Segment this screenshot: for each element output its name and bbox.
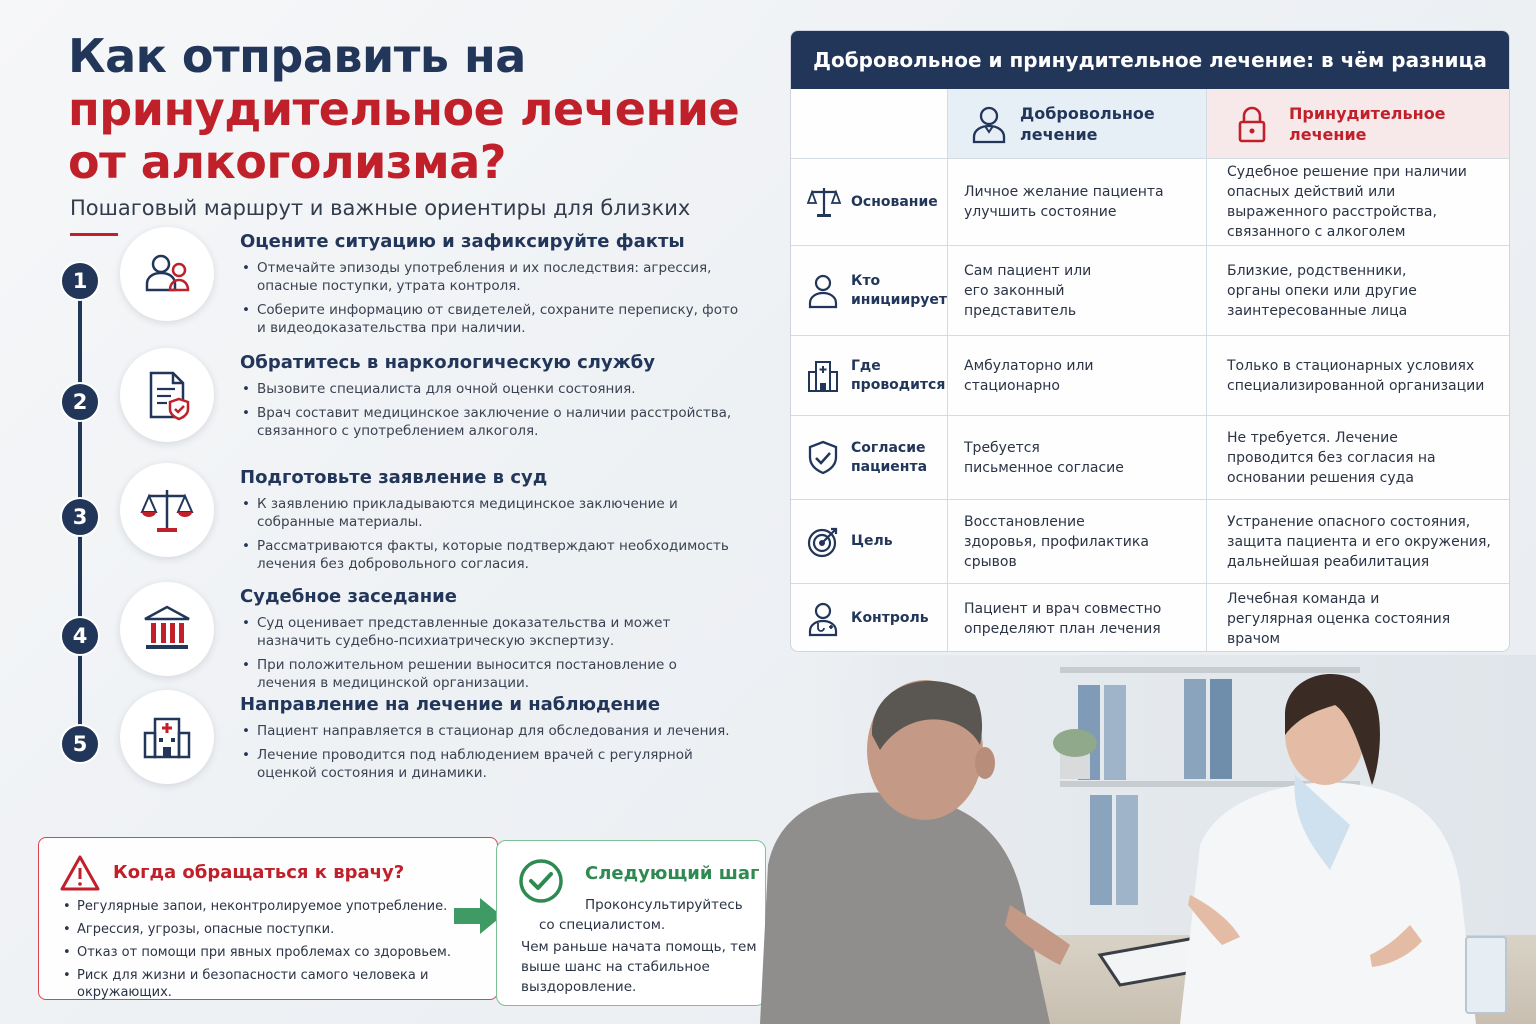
next-step-line-3: Чем раньше начата помощь, тем выше шанс на стабильное выздоровление.: [521, 939, 757, 995]
document-shield-icon: [120, 348, 214, 442]
forced-header-label: Принудительное лечение: [1289, 103, 1446, 144]
step-number: 4: [60, 616, 100, 656]
step-bullet: • К заявлению прикладываются медицинское заключение и собранные материалы.: [240, 495, 740, 531]
table-row: [791, 335, 1510, 415]
step-title: Обратитесь в наркологическую службу: [240, 352, 655, 373]
row-label: Кто инициирует: [851, 272, 948, 308]
step-number: 3: [60, 497, 100, 537]
table-row: [791, 583, 1510, 652]
voluntary-cell: Восстановление здоровья, профилактика срывов: [964, 513, 1149, 570]
next-step-line-1: Проконсультируйтесь: [585, 897, 743, 913]
hospital-icon: [807, 358, 839, 394]
row-label: Контроль: [851, 610, 929, 626]
voluntary-header: [947, 89, 1206, 158]
forced-header: [1206, 89, 1510, 158]
step-title: Оцените ситуацию и зафиксируйте факты: [240, 231, 685, 252]
voluntary-cell: Пациент и врач совместно определяют план лечения: [964, 600, 1162, 637]
voluntary-cell: Амбулаторно или стационарно: [964, 357, 1094, 394]
doctor-icon: [807, 601, 839, 637]
title-line-2: принудительное лечение: [68, 82, 740, 136]
voluntary-cell: Требуется письменное согласие: [964, 439, 1124, 476]
table-row: [791, 499, 1510, 583]
next-step-title: Следующий шаг: [585, 863, 760, 884]
step-title: Подготовьте заявление в суд: [240, 467, 548, 488]
lock-icon: [1235, 104, 1269, 144]
row-label: Цель: [851, 533, 893, 549]
scales-icon: [807, 184, 841, 220]
check-circle-icon: [517, 857, 565, 909]
step-title: Направление на лечение и наблюдение: [240, 694, 661, 715]
table-header-row: [791, 89, 1510, 158]
scales-icon: [120, 463, 214, 557]
person-icon: [970, 104, 1008, 144]
step-number: 1: [60, 261, 100, 301]
warning-title: Когда обращаться к врачу?: [113, 862, 405, 883]
warning-item: • Регулярные запои, неконтролируемое употребление.: [63, 898, 497, 915]
forced-cell: Лечебная команда и регулярная оценка состояния врачом: [1227, 590, 1451, 647]
courthouse-icon: [120, 582, 214, 676]
step-number: 2: [60, 382, 100, 422]
voluntary-header-label: Добровольное лечение: [1020, 103, 1155, 144]
forced-cell: Судебное решение при наличии опасных действий или выраженного расстройства, связанного с алкоголем: [1227, 164, 1467, 240]
step-number: 5: [60, 724, 100, 764]
step-bullet: • Соберите информацию от свидетелей, сохраните переписку, фото и видеодоказательства при наличии.: [240, 301, 740, 337]
table-row: [791, 245, 1510, 335]
warning-item: • Отказ от помощи при явных проблемах со здоровьем.: [63, 944, 497, 961]
subtitle-divider: [70, 233, 118, 236]
people-icon: [120, 227, 214, 321]
step-bullet: • Врач составит медицинское заключение о наличии расстройства, связанного с употреблением алкоголя.: [240, 404, 740, 440]
step-bullet: • Пациент направляется в стационар для обследования и лечения.: [240, 722, 740, 740]
page-subtitle: Пошаговый маршрут и важные ориентиры для близких: [70, 196, 691, 220]
row-label: Основание: [851, 193, 938, 210]
shield-check-icon: [807, 440, 839, 476]
consultation-photo: [760, 655, 1536, 1024]
title-line-3: от алкоголизма?: [68, 135, 506, 189]
voluntary-cell: Сам пациент или его законный представитель: [964, 262, 1092, 319]
warning-item: • Агрессия, угрозы, опасные поступки.: [63, 921, 497, 938]
step-bullet: • Суд оценивает представленные доказательства и может назначить судебно-психиатрическую экспертизу.: [240, 614, 740, 650]
person-icon: [807, 273, 839, 309]
step-bullet: • Отмечайте эпизоды употребления и их последствия: агрессия, опасные поступки, утрата контроля.: [240, 259, 740, 295]
step-title: Судебное заседание: [240, 586, 457, 607]
table-row: [791, 158, 1510, 245]
next-step-line-2: со специалистом.: [539, 917, 666, 933]
step-bullet: • При положительном решении выносится постановление о лечения в медицинской организации.: [240, 656, 740, 692]
warning-icon: [59, 854, 101, 896]
hospital-icon: [120, 690, 214, 784]
forced-cell: Не требуется. Лечение проводится без согласия на основании решения суда: [1227, 429, 1436, 486]
forced-cell: Близкие, родственники, органы опеки или другие заинтересованные лица: [1227, 262, 1417, 319]
step-bullet: • Вызовите специалиста для очной оценки состояния.: [240, 380, 740, 398]
step-bullet: • Рассматриваются факты, которые подтверждают необходимость лечения без добровольного согласия.: [240, 537, 740, 573]
page-title: [68, 30, 768, 189]
forced-cell: Только в стационарных условиях специализированной организации: [1227, 357, 1485, 394]
row-label: Где проводится: [851, 357, 946, 393]
warning-item: • Риск для жизни и безопасности самого человека и окружающих.: [63, 967, 497, 1001]
forced-cell: Устранение опасного состояния, защита пациента и его окружения, дальнейшая реабилитация: [1227, 513, 1491, 570]
comparison-title: Добровольное и принудительное лечение: в чём разница: [791, 31, 1509, 89]
target-icon: [807, 525, 839, 559]
title-line-1: Как отправить на: [68, 29, 526, 83]
comparison-table: [790, 30, 1510, 652]
table-row: [791, 415, 1510, 499]
when-to-see-doctor-box: [38, 837, 498, 1000]
row-label: Согласие пациента: [851, 439, 928, 475]
next-step-box: [496, 840, 766, 1006]
voluntary-cell: Личное желание пациента улучшить состояние: [964, 184, 1164, 220]
step-bullet: • Лечение проводится под наблюдением врачей с регулярной оценкой состояния и динамики.: [240, 746, 740, 782]
